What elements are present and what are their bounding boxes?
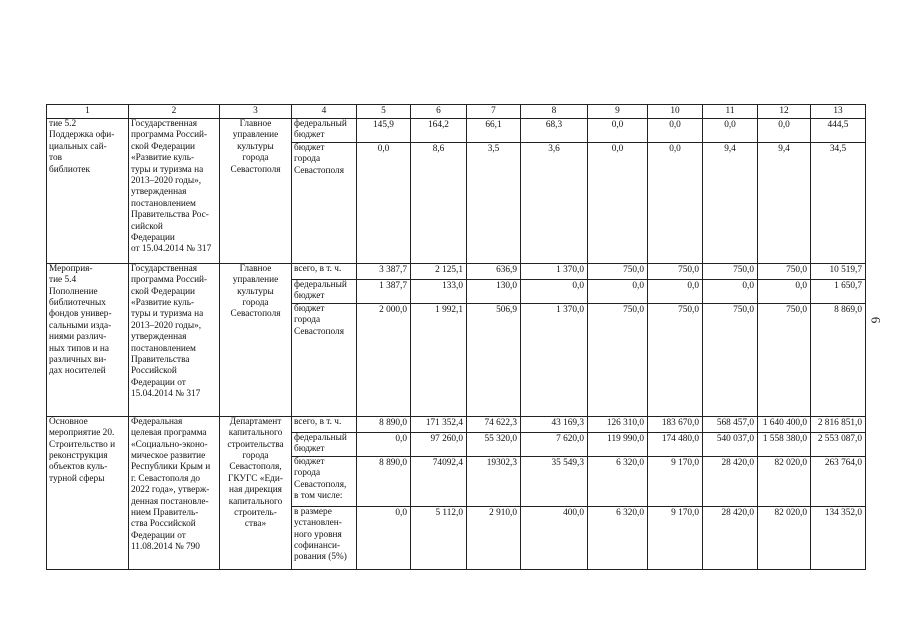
funding-source-cell: федеральный бюджет [292,432,357,456]
value-cell: 6 320,0 [588,456,648,506]
column-number: 9 [588,105,648,119]
funding-source-cell: в размере установлен- ного уровня софинанси- рования (5%) [292,506,357,569]
executor-cell: Департамент капитального строительства города Севастополя, ГКУГС «Еди- ная дирекция капитального строитель- ства» [220,416,292,569]
value-cell: 8 869,0 [811,303,866,416]
value-cell: 9 170,0 [648,456,703,506]
value-cell: 2 125,1 [411,263,467,279]
value-cell: 130,0 [467,279,521,303]
program-cell: Государственная программа Россий- ской Федерации «Развитие куль- туры и туризма на 2013–2020 годы», утвержденная постановлением Правительства Российской Федерации от 15.04.2014 № 317 [129,263,220,416]
value-cell: 9,4 [703,142,758,263]
value-cell: 0,0 [648,119,703,143]
value-cell: 171 352,4 [411,416,467,432]
value-cell: 183 670,0 [648,416,703,432]
value-cell: 750,0 [648,303,703,416]
value-cell: 3 387,7 [357,263,411,279]
value-cell: 9,4 [758,142,811,263]
column-number: 3 [220,105,292,119]
value-cell: 145,9 [357,119,411,143]
value-cell: 19302,3 [467,456,521,506]
value-cell: 444,5 [811,119,866,143]
value-cell: 0,0 [703,119,758,143]
value-cell: 119 990,0 [588,432,648,456]
value-cell: 400,0 [521,506,588,569]
column-number: 1 [47,105,129,119]
column-number: 8 [521,105,588,119]
value-cell: 1 370,0 [521,303,588,416]
value-cell: 68,3 [521,119,588,143]
value-cell: 6 320,0 [588,506,648,569]
column-number: 7 [467,105,521,119]
value-cell: 2 553 087,0 [811,432,866,456]
value-cell: 540 037,0 [703,432,758,456]
value-cell: 750,0 [703,303,758,416]
value-cell: 1 370,0 [521,263,588,279]
value-cell: 750,0 [758,303,811,416]
value-cell: 8,6 [411,142,467,263]
value-cell: 0,0 [648,279,703,303]
funding-source-cell: бюджет города Севастополя [292,303,357,416]
value-cell: 0,0 [588,142,648,263]
column-number-row [47,105,866,119]
value-cell: 1 558 380,0 [758,432,811,456]
value-cell: 0,0 [703,279,758,303]
executor-cell: Главное управление культуры города Севастополя [220,119,292,264]
value-cell: 66,1 [467,119,521,143]
executor-cell: Главное управление культуры города Севастополя [220,263,292,416]
value-cell: 3,6 [521,142,588,263]
value-cell: 0,0 [357,432,411,456]
funding-source-cell: бюджет города Севастополя [292,142,357,263]
value-cell: 43 169,3 [521,416,588,432]
column-number: 4 [292,105,357,119]
activity-cell: Основное мероприятие 20. Строительство и реконструкция объектов куль- турной сферы [47,416,129,569]
value-cell: 5 112,0 [411,506,467,569]
value-cell: 126 310,0 [588,416,648,432]
value-cell: 750,0 [758,263,811,279]
value-cell: 2 910,0 [467,506,521,569]
value-cell: 0,0 [521,279,588,303]
column-number: 11 [703,105,758,119]
table-row [47,416,866,432]
column-number: 12 [758,105,811,119]
value-cell: 97 260,0 [411,432,467,456]
value-cell: 35 549,3 [521,456,588,506]
value-cell: 34,5 [811,142,866,263]
value-cell: 0,0 [357,142,411,263]
value-cell: 9 170,0 [648,506,703,569]
budget-table [46,104,866,570]
value-cell: 506,9 [467,303,521,416]
value-cell: 74 622,3 [467,416,521,432]
funding-source-cell: всего, в т. ч. [292,416,357,432]
value-cell: 55 320,0 [467,432,521,456]
column-number: 5 [357,105,411,119]
value-cell: 750,0 [588,303,648,416]
funding-source-cell: федеральный бюджет [292,119,357,143]
value-cell: 0,0 [588,279,648,303]
value-cell: 8 890,0 [357,456,411,506]
value-cell: 133,0 [411,279,467,303]
program-cell: Государственная программа Россий- ской Федерации «Развитие куль- туры и туризма на 2013–2020 годы», утвержденная постановлением Правительства Рос- сийской Федерации от 15.04.2014 № 317 [129,119,220,264]
value-cell: 263 764,0 [811,456,866,506]
column-number: 13 [811,105,866,119]
column-number: 2 [129,105,220,119]
value-cell: 28 420,0 [703,506,758,569]
value-cell: 1 992,1 [411,303,467,416]
table-row [47,263,866,279]
value-cell: 750,0 [703,263,758,279]
value-cell: 568 457,0 [703,416,758,432]
value-cell: 10 519,7 [811,263,866,279]
activity-cell: Мероприя- тие 5.4 Пополнение библиотечных фондов универ- сальными изда- ниями различ- ных типов и на различных ви- дах носителей [47,263,129,416]
value-cell: 0,0 [357,506,411,569]
value-cell: 0,0 [648,142,703,263]
program-cell: Федеральная целевая программа «Социально-эконо- мическое развитие Республики Крым и г. Севастополя до 2022 года», утверж- денная постановле- нием Правитель- ства Российской Федерации от 11.08.2014 № 790 [129,416,220,569]
funding-source-cell: всего, в т. ч. [292,263,357,279]
activity-cell: тие 5.2 Поддержка офи- циальных сай- тов библиотек [47,119,129,264]
value-cell: 750,0 [588,263,648,279]
page-number: 6 [868,316,884,324]
value-cell: 2 816 851,0 [811,416,866,432]
value-cell: 2 000,0 [357,303,411,416]
value-cell: 1 640 400,0 [758,416,811,432]
value-cell: 0,0 [588,119,648,143]
column-number: 6 [411,105,467,119]
value-cell: 7 620,0 [521,432,588,456]
value-cell: 3,5 [467,142,521,263]
value-cell: 8 890,0 [357,416,411,432]
column-number: 10 [648,105,703,119]
value-cell: 28 420,0 [703,456,758,506]
funding-source-cell: бюджет города Севастополя, в том числе: [292,456,357,506]
value-cell: 1 387,7 [357,279,411,303]
value-cell: 1 650,7 [811,279,866,303]
value-cell: 164,2 [411,119,467,143]
value-cell: 82 020,0 [758,456,811,506]
value-cell: 74092,4 [411,456,467,506]
value-cell: 82 020,0 [758,506,811,569]
table-row [47,119,866,143]
value-cell: 134 352,0 [811,506,866,569]
value-cell: 174 480,0 [648,432,703,456]
value-cell: 750,0 [648,263,703,279]
value-cell: 0,0 [758,119,811,143]
value-cell: 636,9 [467,263,521,279]
funding-source-cell: федеральный бюджет [292,279,357,303]
value-cell: 0,0 [758,279,811,303]
